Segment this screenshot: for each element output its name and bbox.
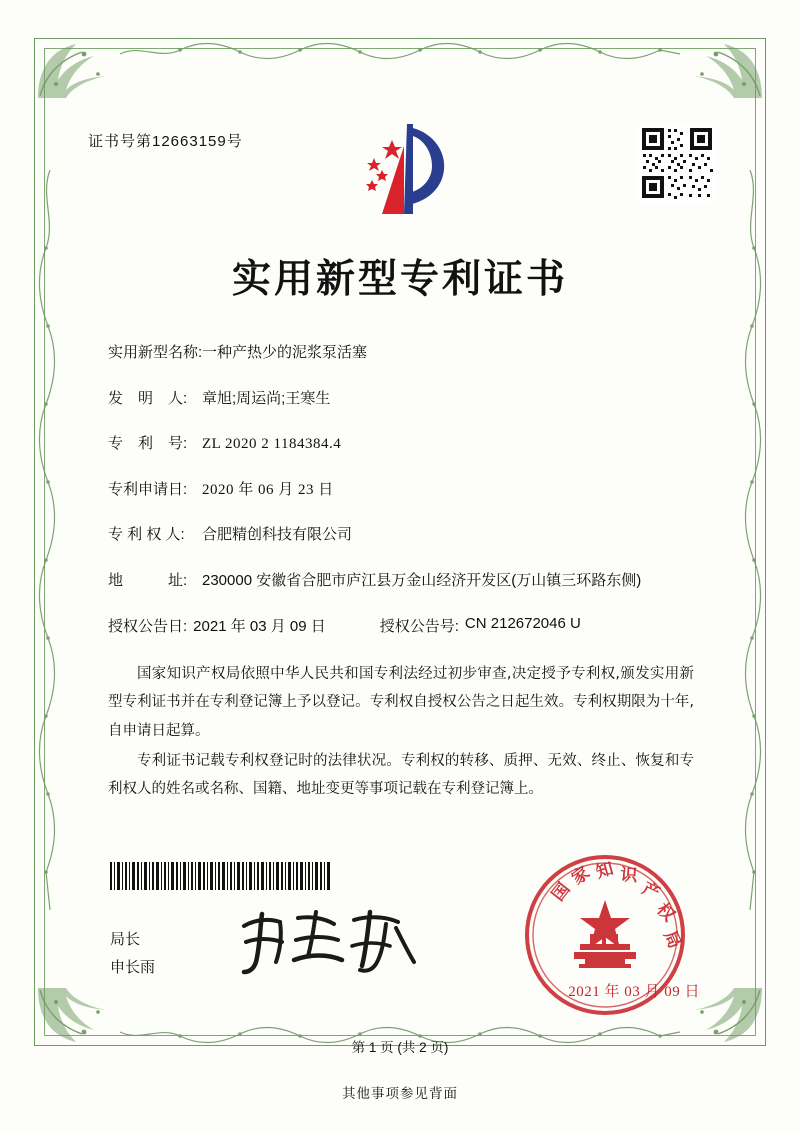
handwritten-signature-icon (236, 906, 436, 978)
field-row-application-date (108, 479, 708, 502)
field-label: 专利申请日: (108, 480, 188, 498)
border-vine-icon (120, 40, 680, 62)
paragraph-1: 国家知识产权局依照中华人民共和国专利法经过初步审查,决定授予专利权,颁发实用新型专利证书并在专利登记簿上予以登记。专利权自授权公告之日起生效。专利权期限为十年,自申请日起算。 (108, 666, 694, 739)
svg-text:识: 识 (619, 865, 639, 887)
field-value: ZL 2020 2 1184384.4 (202, 436, 342, 452)
field-label: 授权公告号: (379, 618, 459, 635)
svg-text:国: 国 (548, 879, 575, 906)
paragraph-2: 专利证书记载专利权登记时的法律状况。专利权的转移、质押、无效、终止、恢复和专利权人的姓名或名称、国籍、地址变更等事项记载在专利登记簿上。 (108, 752, 694, 798)
field-value: 合肥精创科技有限公司 (202, 526, 353, 543)
field-row-address (108, 570, 708, 593)
svg-text:家: 家 (568, 862, 594, 890)
signature-block (110, 926, 155, 982)
field-label: 实用新型名称: (108, 344, 203, 361)
announcement-date (108, 615, 326, 636)
seal-date: 2021 年 03 月 09 日 (568, 984, 700, 1000)
field-label: 授权公告日: (108, 618, 188, 635)
page-number: 第 1 页 (共 2 页) (351, 1040, 449, 1055)
footer-note: 其他事项参见背面 (342, 1086, 458, 1101)
field-value: 2021 年 03 月 09 日 (193, 618, 326, 635)
field-value: 章旭;周运尚;王寒生 (202, 389, 331, 407)
field-row-patentee (108, 524, 708, 547)
field-row-patent-number (108, 433, 708, 456)
certificate-number: 证书号第12663159号 (88, 133, 243, 150)
qr-code-icon (638, 124, 716, 202)
field-label: 专 利 号: (108, 435, 188, 452)
director-name: 申长雨 (110, 958, 156, 976)
barcode-icon (110, 862, 330, 890)
svg-text:权: 权 (652, 899, 679, 926)
corner-ornament-icon (690, 40, 764, 100)
page-title: 实用新型专利证书 (231, 257, 568, 302)
field-value: 230000 安徽省合肥市庐江县万金山经济开发区(万山镇三环路东侧) (202, 571, 642, 589)
field-value: 2020 年 06 月 23 日 (202, 481, 334, 498)
announcement-number (380, 615, 581, 636)
field-label: 发 明 人: (108, 389, 188, 407)
cnipa-logo-icon (352, 118, 452, 220)
body-text (108, 660, 694, 805)
field-row-inventors (108, 388, 708, 411)
svg-text:知: 知 (593, 858, 616, 883)
field-label: 专 利 权 人: (108, 526, 185, 543)
field-row-name (108, 342, 708, 365)
field-list (108, 342, 708, 656)
svg-text:局: 局 (659, 927, 685, 952)
svg-text:产: 产 (638, 878, 663, 904)
field-value: 一种产热少的泥浆泵活塞 (202, 344, 368, 361)
field-row-announcement (108, 615, 708, 636)
director-title: 局长 (110, 931, 141, 948)
corner-ornament-icon (36, 40, 110, 100)
field-value: CN 212672046 U (464, 615, 581, 632)
field-label: 地 址: (108, 571, 188, 589)
